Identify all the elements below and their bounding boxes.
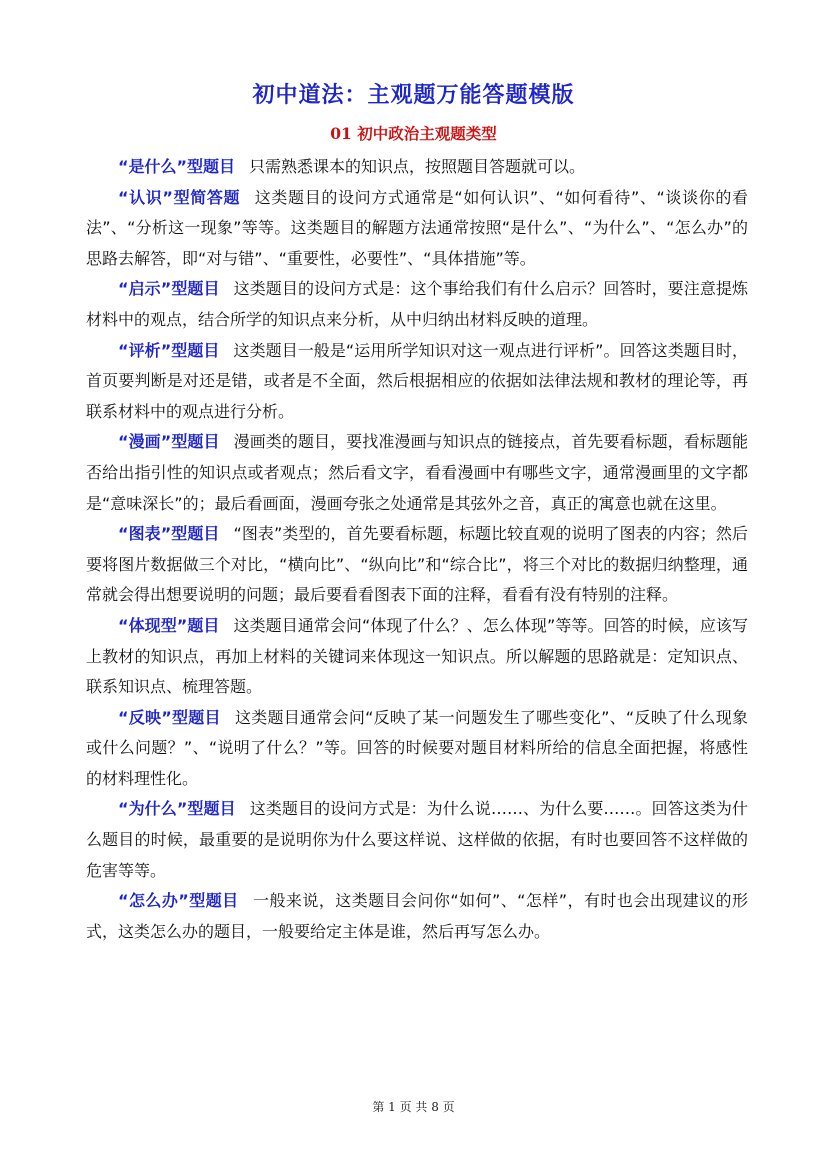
paragraph-cartoon [86,427,748,519]
paragraph-recognize [86,183,748,275]
paragraph-term: “反映”型题目 [118,707,221,727]
paragraph-enlightenment [86,274,748,335]
paragraph-chart [86,519,748,611]
paragraph-term: “为什么”型题目 [118,799,236,819]
paragraph-term: “怎么办”型题目 [118,891,239,911]
paragraph-term: “认识”型简答题 [118,187,241,207]
section-heading: 01 初中政治主观题类型 [330,124,497,143]
paragraph-text: 这类题目的设问方式是：这个事给我们有什么启示？回答时，要注意提炼材料中的观点，结合所学的知识点来分析，从中归纳出材料反映的道理。 [86,279,748,329]
paragraph-text: 这类题目一般是“运用所学知识对这一观点进行评析”。回答这类题目时，首页要判断是对还是错，或者是不全面，然后根据相应的依据如法律法规和教材的理论等，再联系材料中的观点进行分析。 [86,340,748,421]
document-title: 初中道法：主观题万能答题模版 [252,82,575,108]
paragraph-term: “体现型”题目 [118,615,220,635]
page-number: 第 1 页 共 8 页 [372,1100,455,1114]
paragraph-text: “图表”类型的，首先要看标题，标题比较直观的说明了图表的内容；然后要将图片数据做三个对比，“横向比”、“纵向比”和“综合比”，将三个对比的数据归纳整理，通常就会得出想要说明的问题；最后要看看图表下面的注释，看看有没有特别的注释。 [86,524,748,605]
paragraph-embody [86,611,748,703]
paragraph-text: 一般来说，这类题目会问你“如何”、“怎样”，有时也会出现建议的形式，这类怎么办的题目，一般要给定主体是谁，然后再写怎么办。 [86,891,748,941]
document-body [86,152,748,947]
paragraph-text: 这类题目的设问方式通常是“如何认识”、“如何看待”、“谈谈你的看法”、“分析这一现象”等等。这类题目的解题方法通常按照“是什么”、“为什么”、“怎么办”的思路去解答，即“对与错”、“重要性，必要性”、“具体措施”等。 [86,187,748,268]
paragraph-how [86,886,748,947]
paragraph-why [86,794,748,886]
paragraph-what [86,152,748,183]
paragraph-text: 漫画类的题目，要找准漫画与知识点的链接点，首先要看标题，看标题能否给出指引性的知识点或者观点；然后看文字，看看漫画中有哪些文字，通常漫画里的文字都是“意味深长”的；最后看画面，漫画夸张之处通常是其弦外之音，真正的寓意也就在这里。 [86,432,748,513]
paragraph-term: “是什么”型题目 [118,157,236,176]
paragraph-text: 这类题目的设问方式是：为什么说……、为什么要……。回答这类为什么题目的时候，最重要的是说明你为什么要这样说、这样做的依据，有时也要回答不这样做的危害等等。 [86,799,748,880]
paragraph-term: “漫画”型题目 [118,432,220,452]
paragraph-term: “评析”型题目 [118,340,220,360]
paragraph-term: “启示”型题目 [118,279,220,299]
paragraph-text: 这类题目通常会问“体现了什么？、怎么体现”等等。回答的时候，应该写上教材的知识点，再加上材料的关键词来体现这一知识点。所以解题的思路就是：定知识点、联系知识点、梳理答题。 [86,615,748,697]
paragraph-reflect [86,703,748,795]
paragraph-text: 只需熟悉课本的知识点，按照题目答题就可以。 [249,157,586,176]
paragraph-term: “图表”型题目 [118,524,220,544]
paragraph-text: 这类题目通常会问“反映了某一问题发生了哪些变化”、“反映了什么现象或什么问题？”、“说明了什么？”等。回答的时候要对题目材料所给的信息全面把握，将感性的材料理性化。 [86,707,748,788]
paragraph-evaluation [86,336,748,428]
